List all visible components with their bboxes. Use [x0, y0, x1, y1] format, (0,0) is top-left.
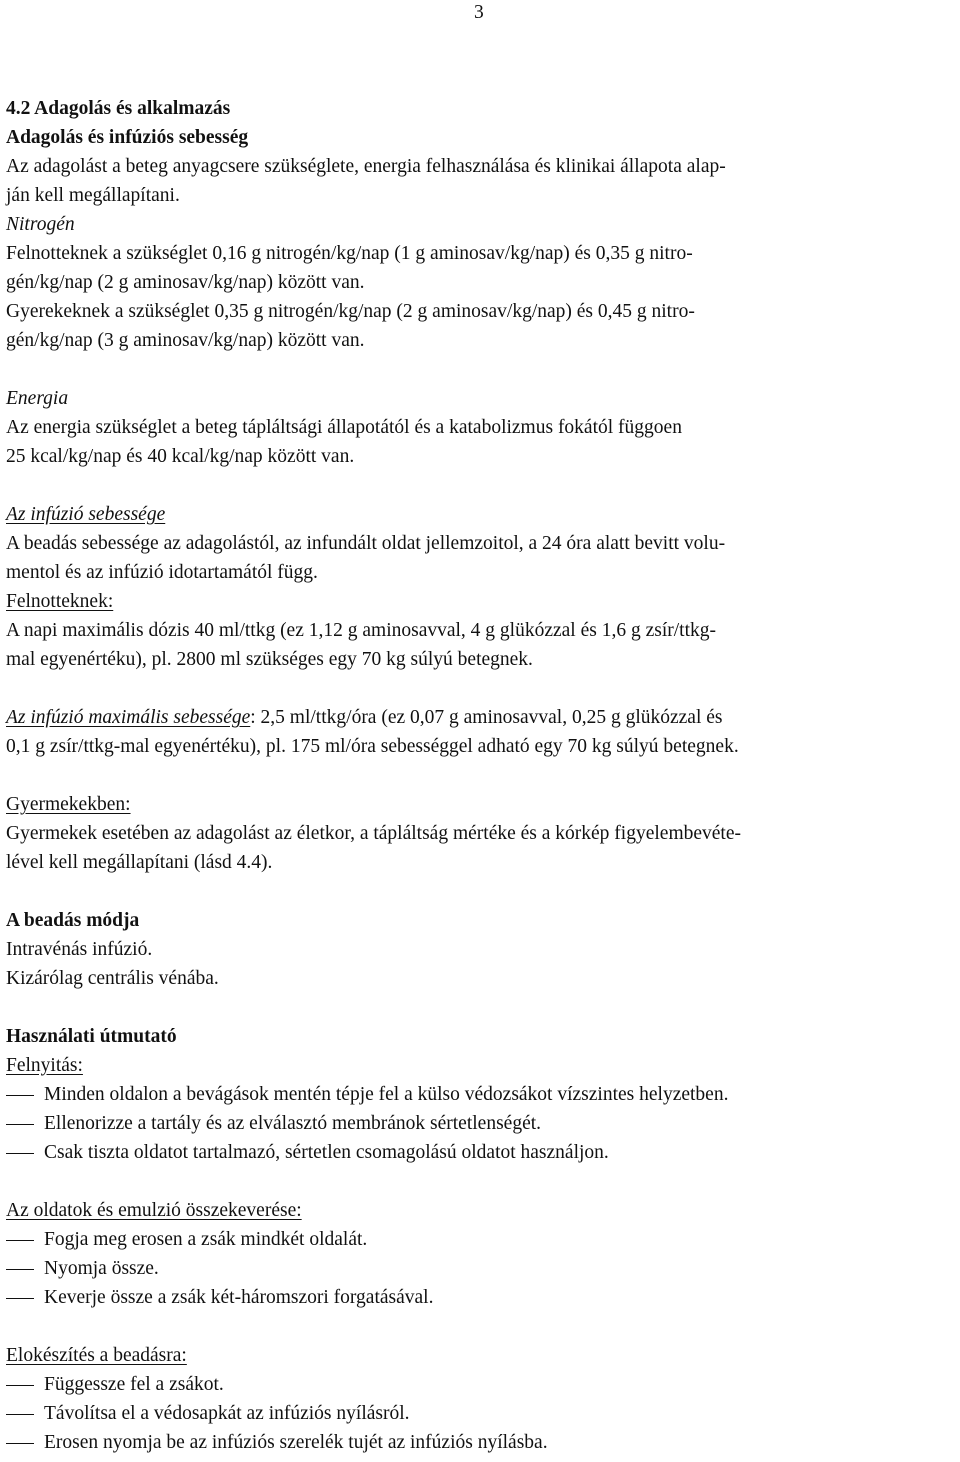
section-title: 4.2 Adagolás és alkalmazás [6, 98, 231, 119]
list-item [6, 1080, 946, 1109]
adults-label: Felnotteknek: [6, 591, 114, 612]
list-item-text: Függessze fel a zsákot. [44, 1374, 224, 1395]
list-item [6, 1370, 946, 1399]
opening-label: Felnyitás: [6, 1055, 83, 1076]
nitrogen-heading: Nitrogén [6, 214, 75, 235]
max-rate-text: : 2,5 ml/ttkg/óra (ez 0,07 g aminosavval, 0,25 g glükózzal és [250, 707, 723, 728]
children-line: Gyermekek esetében az adagolást az életkor, a tápláltság mértéke és a kórkép figyelembevéte- [6, 823, 741, 844]
dash-bullet-icon [6, 1138, 44, 1167]
rate-line: A beadás sebessége az adagolástól, az infundált oldat jellemzoitol, a 24 óra alatt bevitt volu- [6, 533, 726, 554]
document-body [6, 94, 946, 1457]
list-item-text: Nyomja össze. [44, 1258, 159, 1279]
max-rate-line [6, 703, 946, 732]
subsection-title: Adagolás és infúziós sebesség [6, 127, 249, 148]
dash-bullet-icon [6, 1080, 44, 1109]
administration-line: Kizárólag centrális vénába. [6, 968, 219, 989]
page-number: 3 [474, 2, 484, 23]
children-line: lével kell megállapítani (lásd 4.4). [6, 852, 273, 873]
list-item-text: Minden oldalon a bevágások mentén tépje fel a külso védozsákot vízszintes helyzetben. [44, 1084, 729, 1105]
list-item [6, 1283, 946, 1312]
list-item-text: Távolítsa el a védosapkát az infúziós nyílásról. [44, 1403, 410, 1424]
energy-heading: Energia [6, 388, 69, 409]
max-rate-label: Az infúzió maximális sebessége [6, 707, 251, 728]
list-item [6, 1225, 946, 1254]
dash-bullet-icon [6, 1283, 44, 1312]
intro-line: Az adagolást a beteg anyagcsere szükséglete, energia felhasználása és klinikai állapota alap- [6, 156, 726, 177]
list-item [6, 1109, 946, 1138]
dash-bullet-icon [6, 1370, 44, 1399]
mixing-label: Az oldatok és emulzió összekeverése: [6, 1200, 302, 1221]
administration-heading: A beadás módja [6, 910, 140, 931]
list-item-text: Ellenorizze a tartály és az elválasztó membránok sértetlenségét. [44, 1113, 542, 1134]
dash-bullet-icon [6, 1109, 44, 1138]
dash-bullet-icon [6, 1254, 44, 1283]
list-item-text: Erosen nyomja be az infúziós szerelék tujét az infúziós nyílásba. [44, 1432, 548, 1453]
list-item-text: Fogja meg erosen a zsák mindkét oldalát. [44, 1229, 368, 1250]
max-rate-line: 0,1 g zsír/ttkg-mal egyenértéku), pl. 175 ml/óra sebességgel adható egy 70 kg súlyú betegnek. [6, 736, 739, 757]
children-label: Gyermekekben: [6, 794, 131, 815]
adults-line: mal egyenértéku), pl. 2800 ml szükséges egy 70 kg súlyú betegnek. [6, 649, 533, 670]
list-item [6, 1428, 946, 1457]
instructions-heading: Használati útmutató [6, 1026, 177, 1047]
administration-line: Intravénás infúzió. [6, 939, 153, 960]
list-item [6, 1399, 946, 1428]
rate-line: mentol és az infúzió idotartamától függ. [6, 562, 318, 583]
nitrogen-line: Gyerekeknek a szükséglet 0,35 g nitrogén/kg/nap (2 g aminosav/kg/nap) és 0,45 g nitro- [6, 301, 695, 322]
nitrogen-line: gén/kg/nap (3 g aminosav/kg/nap) között van. [6, 330, 365, 351]
energy-line: 25 kcal/kg/nap és 40 kcal/kg/nap között van. [6, 446, 355, 467]
list-item-text: Keverje össze a zsák két-háromszori forgatásával. [44, 1287, 434, 1308]
preparation-label: Elokészítés a beadásra: [6, 1345, 187, 1366]
adults-line: A napi maximális dózis 40 ml/ttkg (ez 1,12 g aminosavval, 4 g glükózzal és 1,6 g zsír/ttkg- [6, 620, 716, 641]
list-item [6, 1138, 946, 1167]
dash-bullet-icon [6, 1399, 44, 1428]
list-item-text: Csak tiszta oldatot tartalmazó, sértetlen csomagolású oldatot használjon. [44, 1142, 609, 1163]
dash-bullet-icon [6, 1225, 44, 1254]
intro-line: ján kell megállapítani. [6, 185, 180, 206]
nitrogen-line: gén/kg/nap (2 g aminosav/kg/nap) között van. [6, 272, 365, 293]
energy-line: Az energia szükséglet a beteg tápláltsági állapotától és a katabolizmus fokától függoen [6, 417, 682, 438]
dash-bullet-icon [6, 1428, 44, 1457]
rate-heading: Az infúzió sebessége [6, 504, 166, 525]
list-item [6, 1254, 946, 1283]
nitrogen-line: Felnotteknek a szükséglet 0,16 g nitrogén/kg/nap (1 g aminosav/kg/nap) és 0,35 g nitro- [6, 243, 693, 264]
